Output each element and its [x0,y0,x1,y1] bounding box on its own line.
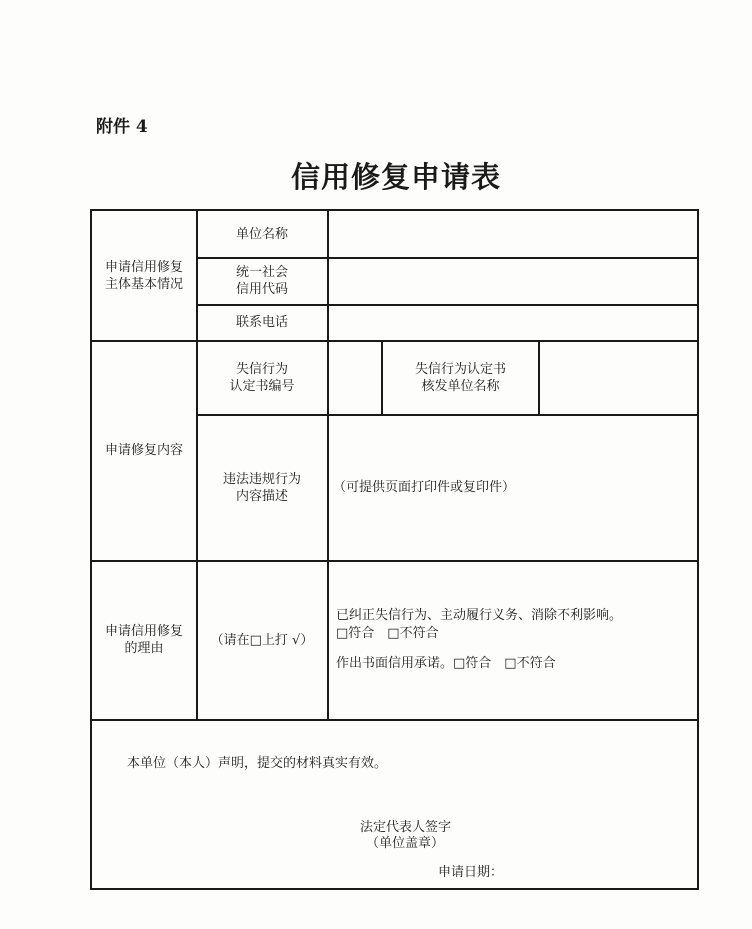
violation-description-hint[interactable]: （可提供页面打印件或复印件） [333,480,516,495]
unit-name-label: 单位名称 [235,226,288,242]
section-repair-content-header: 申请修复内容 [104,443,183,458]
declaration-statement: 本单位（本人）声明，提交的材料真实有效。 [127,756,388,771]
reason-block [336,607,622,673]
cert-number-label: 失信行为 认定书编号 [229,361,295,394]
phone-field[interactable] [329,305,699,340]
unit-name-field[interactable] [329,211,699,257]
reason-commitment[interactable]: 作出书面信用承诺。□符合 □不符合 [336,656,556,671]
credit-code-field[interactable] [329,258,699,304]
application-date-label[interactable]: 申请日期： [438,865,504,880]
form-title: 信用修复申请表 [290,160,501,194]
violation-description-label: 违法违规行为 内容描述 [222,471,301,504]
reason-corrected-options[interactable]: □符合 □不符合 [336,626,439,641]
phone-label: 联系电话 [235,315,288,330]
checkbox-instruction: （请在□上打 √） [210,632,314,648]
section-basic-info-header: 申请信用修复 主体基本情况 [104,259,183,292]
section-divider [92,719,699,721]
cert-number-field[interactable] [329,341,381,414]
application-form-table [90,209,699,890]
credit-code-label: 统一社会 信用代码 [235,265,288,297]
legal-rep-signature-label: 法定代表人签字 [360,820,452,835]
issuer-label: 失信行为认定书 核发单位名称 [414,361,506,394]
section-reason-header: 申请信用修复 的理由 [104,624,183,656]
annex-label: 附件 4 [96,117,148,137]
unit-seal-label: （单位盖章） [366,836,445,851]
reason-corrected: 已纠正失信行为、主动履行义务、消除不利影响。 [336,608,623,623]
issuer-field[interactable] [540,341,699,414]
